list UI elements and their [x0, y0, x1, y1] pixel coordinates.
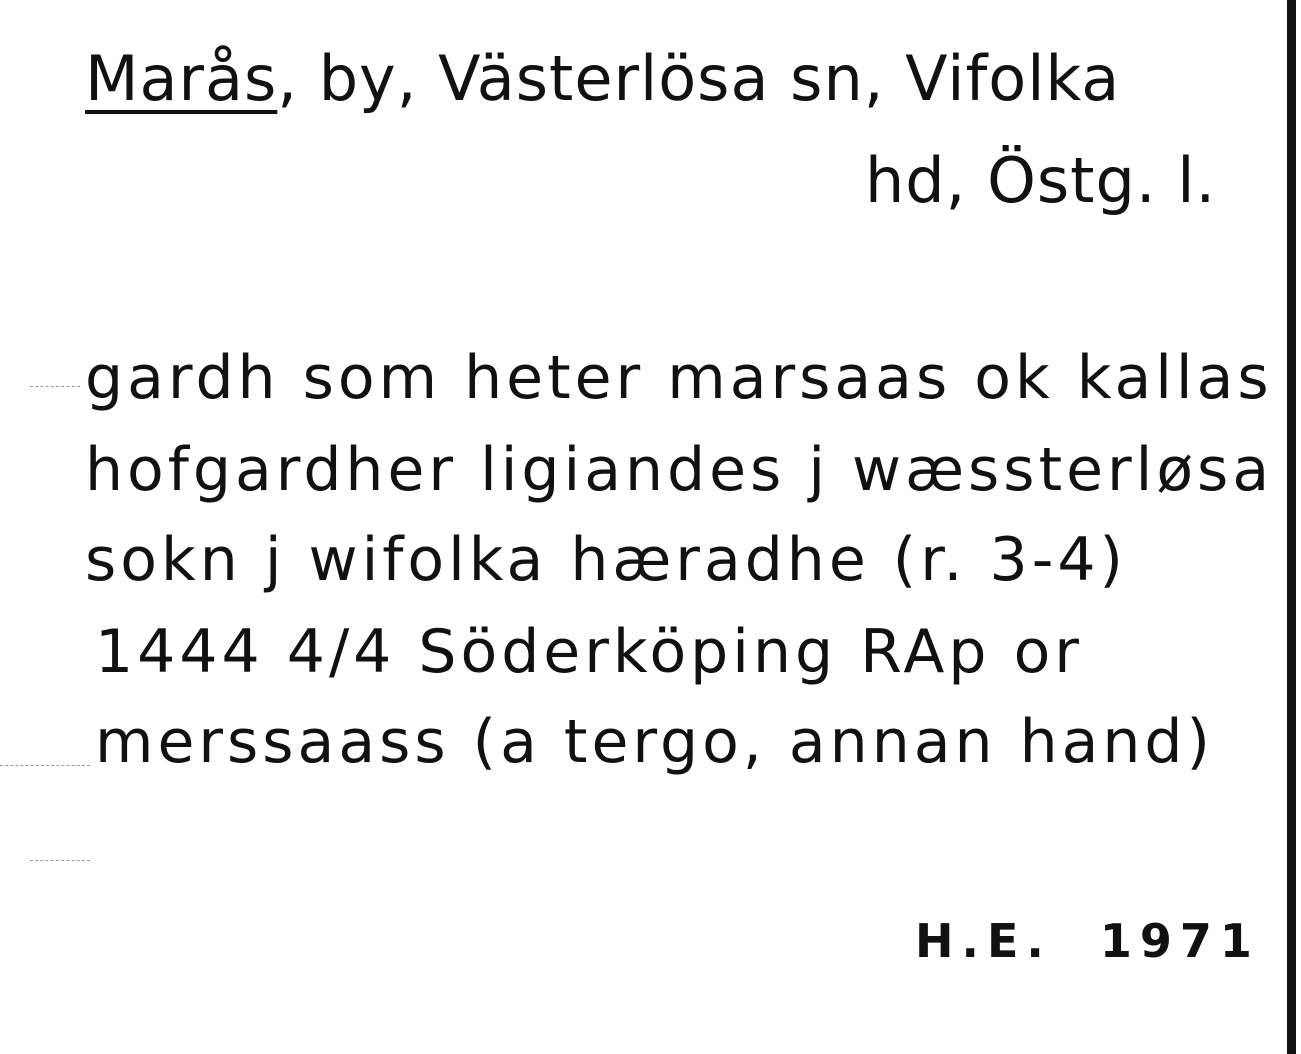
faint-rule — [0, 765, 90, 766]
citation-line-2: hofgardher ligiandes j wæssterløsa — [85, 435, 1274, 505]
citation-line-5: merssaass (a tergo, annan hand) — [95, 707, 1214, 777]
place-name: Marås — [85, 42, 278, 115]
signature — [915, 914, 1260, 968]
signature-year: 1971 — [1099, 914, 1260, 968]
heading-line-1-rest: , by, Västerlösa sn, Vifolka — [277, 42, 1121, 115]
citation-line-3: sokn j wifolka hæradhe (r. 3-4) — [85, 525, 1127, 595]
citation-line-4: 1444 4/4 Söderköping RAp or — [95, 617, 1083, 687]
card-right-edge — [1287, 0, 1296, 1054]
heading-line-2: hd, Östg. l. — [865, 144, 1217, 217]
signature-initials: H.E. — [915, 914, 1052, 968]
faint-rule — [30, 386, 80, 387]
faint-rule — [30, 860, 90, 861]
citation-line-1: gardh som heter marsaas ok kallas — [85, 343, 1273, 413]
heading-line-1 — [85, 42, 1121, 115]
